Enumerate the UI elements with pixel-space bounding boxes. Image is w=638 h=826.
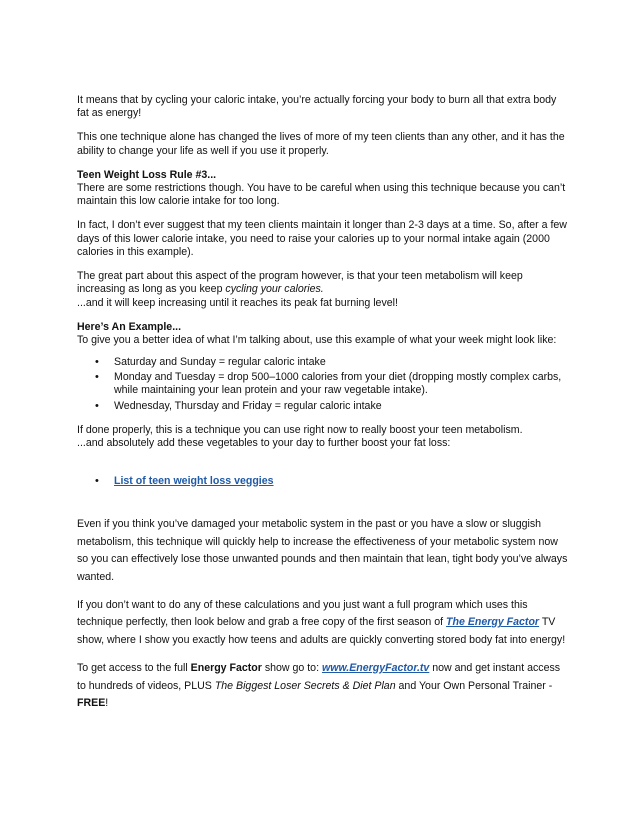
section-rule-3: [77, 169, 569, 209]
list-item: • Monday and Tuesday = drop 500–1000 calories from your diet (dropping mostly complex carbs, while maintaining your lean protein and your raw vegetable intake).: [114, 371, 569, 398]
full-program-text-end: TV show, where I show you exactly how teens and adults are quickly converting stored body fat into energy!: [77, 616, 566, 646]
biggest-loser-title: The Biggest Loser Secrets & Diet Plan: [214, 679, 396, 692]
week-plan-list: [77, 356, 569, 414]
done-properly-line-1: If done properly, this is a technique you can use right now to really boost your teen metabolism.: [77, 423, 523, 436]
great-part-text: The great part about this aspect of the program however, is that your teen metabolism will keep increasing as long as you keep: [77, 270, 523, 296]
energy-factor-link[interactable]: The Energy Factor: [446, 616, 540, 629]
paragraph-caloric-cycling: It means that by cycling your caloric intake, you’re actually forcing your body to burn all that extra body fat as energy!: [77, 94, 557, 120]
veggies-link[interactable]: List of teen weight loss veggies: [114, 474, 274, 487]
list-item: • Wednesday, Thursday and Friday = regular caloric intake: [114, 400, 569, 413]
access-text-end: !: [105, 697, 109, 710]
access-text-2: show go to:: [261, 662, 322, 675]
list-item: • Saturday and Sunday = regular caloric intake: [114, 356, 569, 369]
energy-factor-url-link[interactable]: www.EnergyFactor.tv: [321, 662, 430, 675]
paragraph-access: [77, 660, 569, 713]
paragraph-full-program: [77, 597, 569, 650]
cycling-calories-emphasis: cycling your calories.: [225, 283, 324, 296]
rule-3-text: There are some restrictions though. You have to be careful when using this technique because you can’t maintain this low calorie intake for too long.: [77, 182, 566, 208]
document-page: [77, 94, 569, 723]
full-program-text: If you don’t want to do any of these calculations and you just want a full program which uses this technique perfectly, then look below and grab a free copy of the first season of: [77, 598, 528, 629]
free-emphasis: FREE: [77, 697, 106, 710]
done-properly-line-2: ...and absolutely add these vegetables to your day to further boost your fat loss:: [77, 437, 451, 450]
paragraph-teen-clients: This one technique alone has changed the lives of more of my teen clients than any other, and it has the ability to change your life as well if you use it properly.: [77, 131, 565, 157]
access-text-3: now and get instant access to hundreds of videos, PLUS: [77, 662, 561, 692]
list-item: [114, 475, 569, 488]
paragraph-damaged-metabolism: Even if you think you’ve damaged your metabolic system in the past or you have a slow or sluggish metabolism, this technique will quickly help to increase the effectiveness of your metabolic system now so you can effectively lose those unwanted pounds and then maintain that lean, tight body you’ve always wanted.: [77, 517, 568, 583]
example-heading: Here’s An Example...: [77, 320, 182, 333]
veggies-list: [77, 475, 569, 488]
example-text: To give you a better idea of what I’m talking about, use this example of what your week might look like:: [77, 334, 557, 347]
energy-factor-bold: Energy Factor: [190, 662, 262, 675]
rule-3-heading: Teen Weight Loss Rule #3...: [77, 168, 217, 181]
paragraph-great-part: [77, 270, 569, 310]
access-text-4: and Your Own Personal Trainer -: [395, 679, 553, 692]
paragraph-done-properly: [77, 424, 569, 451]
great-part-line-2: ...and it will keep increasing until it reaches its peak fat burning level!: [77, 296, 398, 309]
access-text: To get access to the full: [77, 662, 191, 675]
paragraph-duration: In fact, I don’t ever suggest that my teen clients maintain it longer than 2-3 days at a time. So, after a few days of this lower calorie intake, you need to raise your calories up to your normal intake again (2000 calories in this example).: [77, 219, 567, 259]
section-example: [77, 321, 569, 348]
